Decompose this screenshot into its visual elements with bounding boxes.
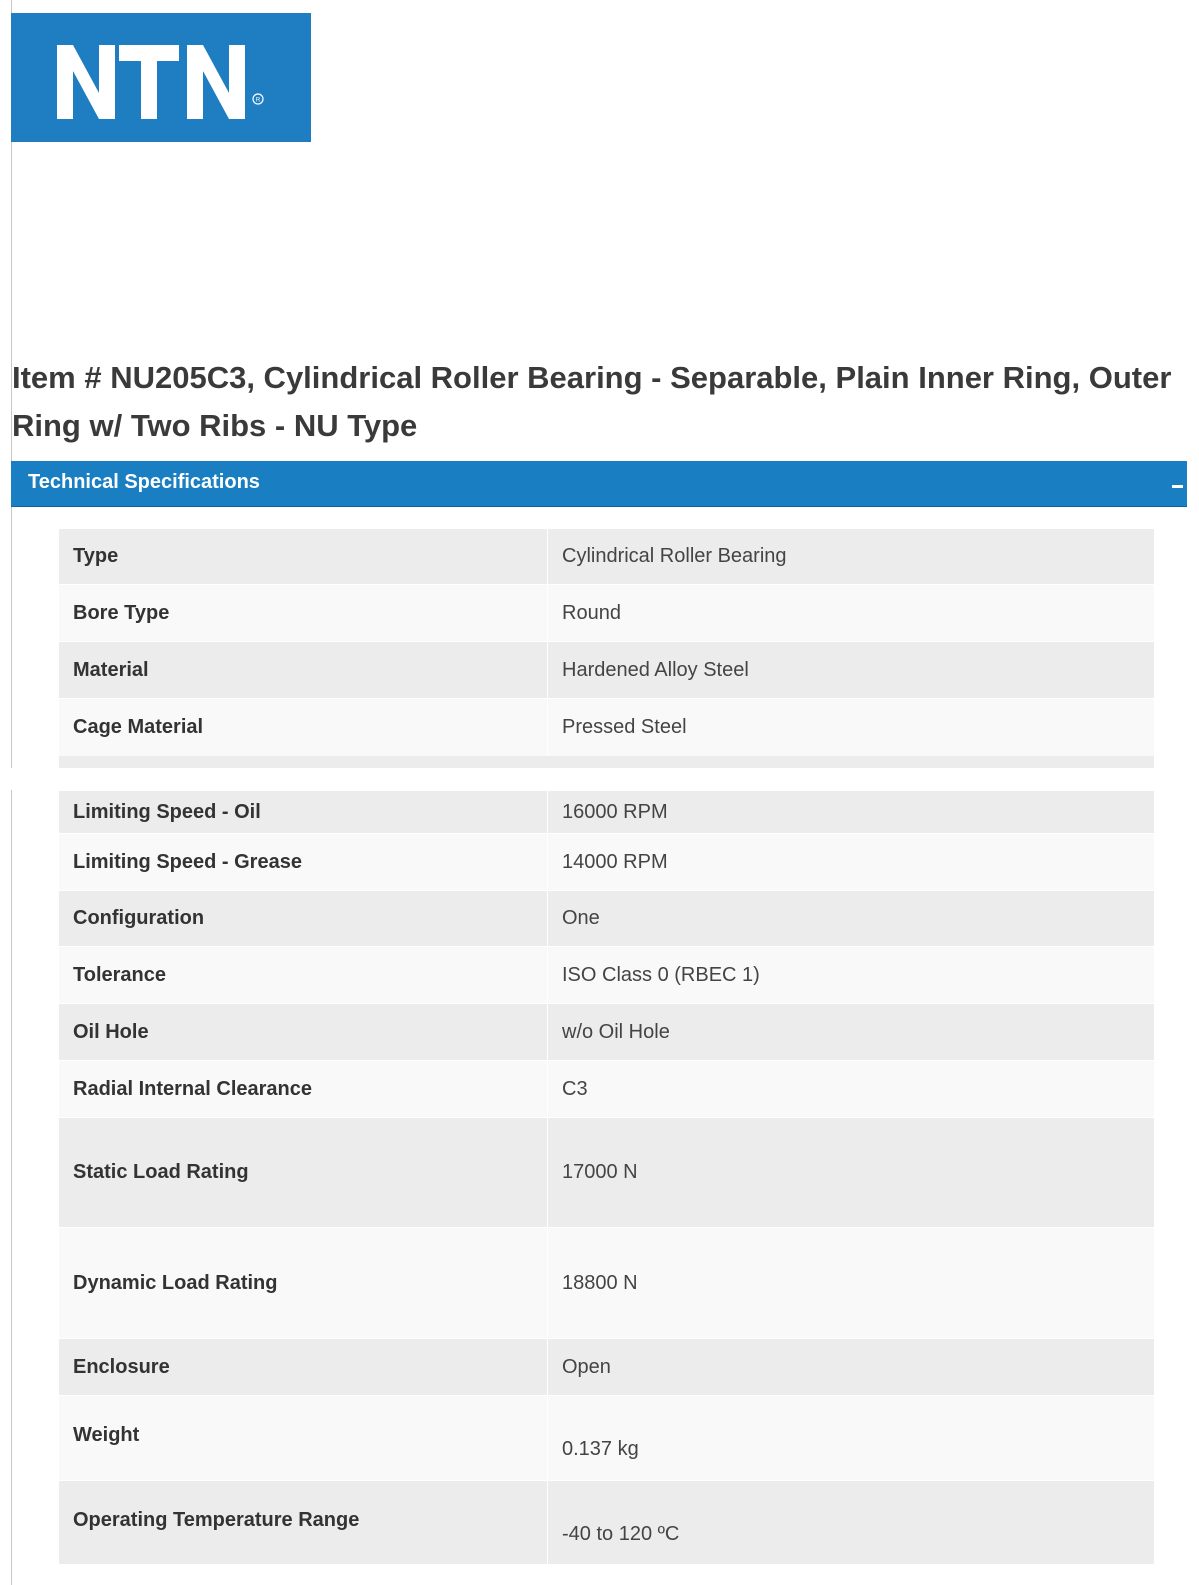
spec-value: Hardened Alloy Steel bbox=[548, 642, 1155, 699]
spec-label: Cage Material bbox=[59, 699, 548, 756]
spec-value: 18800 N bbox=[548, 1228, 1155, 1339]
table-row-partial bbox=[59, 756, 1154, 768]
spec-row-operating-temperature-range bbox=[59, 1481, 1154, 1564]
spec-label: Enclosure bbox=[59, 1339, 548, 1396]
ntn-logo-mark bbox=[11, 13, 311, 142]
page-left-border-lower bbox=[11, 790, 12, 1585]
panel-title: Technical Specifications bbox=[28, 471, 260, 493]
spec-label: Radial Internal Clearance bbox=[59, 1061, 548, 1118]
spec-label: Oil Hole bbox=[59, 1004, 548, 1061]
spec-value: Pressed Steel bbox=[548, 699, 1155, 756]
spec-value: Round bbox=[548, 585, 1155, 642]
spec-value: w/o Oil Hole bbox=[548, 1004, 1155, 1061]
spec-value: 0.137 kg bbox=[548, 1396, 1155, 1481]
ntn-logo[interactable] bbox=[11, 13, 311, 142]
spec-label: Configuration bbox=[59, 891, 548, 947]
technical-specifications-header[interactable] bbox=[11, 461, 1187, 507]
spec-table-top bbox=[59, 528, 1154, 756]
spec-value: C3 bbox=[548, 1061, 1155, 1118]
spec-row-configuration bbox=[59, 891, 1154, 947]
spec-label: Limiting Speed - Grease bbox=[59, 834, 548, 891]
svg-text:R: R bbox=[255, 97, 261, 104]
spec-label: Static Load Rating bbox=[59, 1118, 548, 1228]
spec-label: Material bbox=[59, 642, 548, 699]
spec-value: One bbox=[548, 891, 1155, 947]
spec-row-enclosure bbox=[59, 1339, 1154, 1396]
spec-row-radial-internal-clearance bbox=[59, 1061, 1154, 1118]
spec-label: Operating Temperature Range bbox=[59, 1481, 548, 1564]
minus-icon[interactable] bbox=[1172, 485, 1183, 488]
spec-row-type bbox=[59, 529, 1154, 585]
spec-value: -40 to 120 ºC bbox=[548, 1481, 1155, 1564]
spec-row-limiting-speed-grease bbox=[59, 834, 1154, 891]
spec-value: 14000 RPM bbox=[548, 834, 1155, 891]
spec-table-bottom bbox=[59, 790, 1154, 1564]
spec-label: Dynamic Load Rating bbox=[59, 1228, 548, 1339]
spec-row-oil-hole bbox=[59, 1004, 1154, 1061]
capture-seam bbox=[0, 768, 1199, 790]
spec-value: 16000 RPM bbox=[548, 791, 1155, 834]
spec-row-material bbox=[59, 642, 1154, 699]
spec-row-cage-material bbox=[59, 699, 1154, 756]
spec-row-tolerance bbox=[59, 947, 1154, 1004]
spec-row-limiting-speed-oil bbox=[59, 791, 1154, 834]
spec-row-dynamic-load-rating bbox=[59, 1228, 1154, 1339]
spec-row-bore-type bbox=[59, 585, 1154, 642]
spec-label: Bore Type bbox=[59, 585, 548, 642]
spec-row-weight bbox=[59, 1396, 1154, 1481]
spec-value: Cylindrical Roller Bearing bbox=[548, 529, 1155, 585]
spec-value: Open bbox=[548, 1339, 1155, 1396]
spec-label: Limiting Speed - Oil bbox=[59, 791, 548, 834]
spec-value: 17000 N bbox=[548, 1118, 1155, 1228]
spec-row-static-load-rating bbox=[59, 1118, 1154, 1228]
spec-label: Tolerance bbox=[59, 947, 548, 1004]
spec-label: Weight bbox=[59, 1396, 548, 1481]
spec-value: ISO Class 0 (RBEC 1) bbox=[548, 947, 1155, 1004]
product-title: Item # NU205C3, Cylindrical Roller Bearing - Separable, Plain Inner Ring, Outer Ring w/ Two Ribs - NU Type bbox=[12, 360, 1172, 443]
spec-label: Type bbox=[59, 529, 548, 585]
